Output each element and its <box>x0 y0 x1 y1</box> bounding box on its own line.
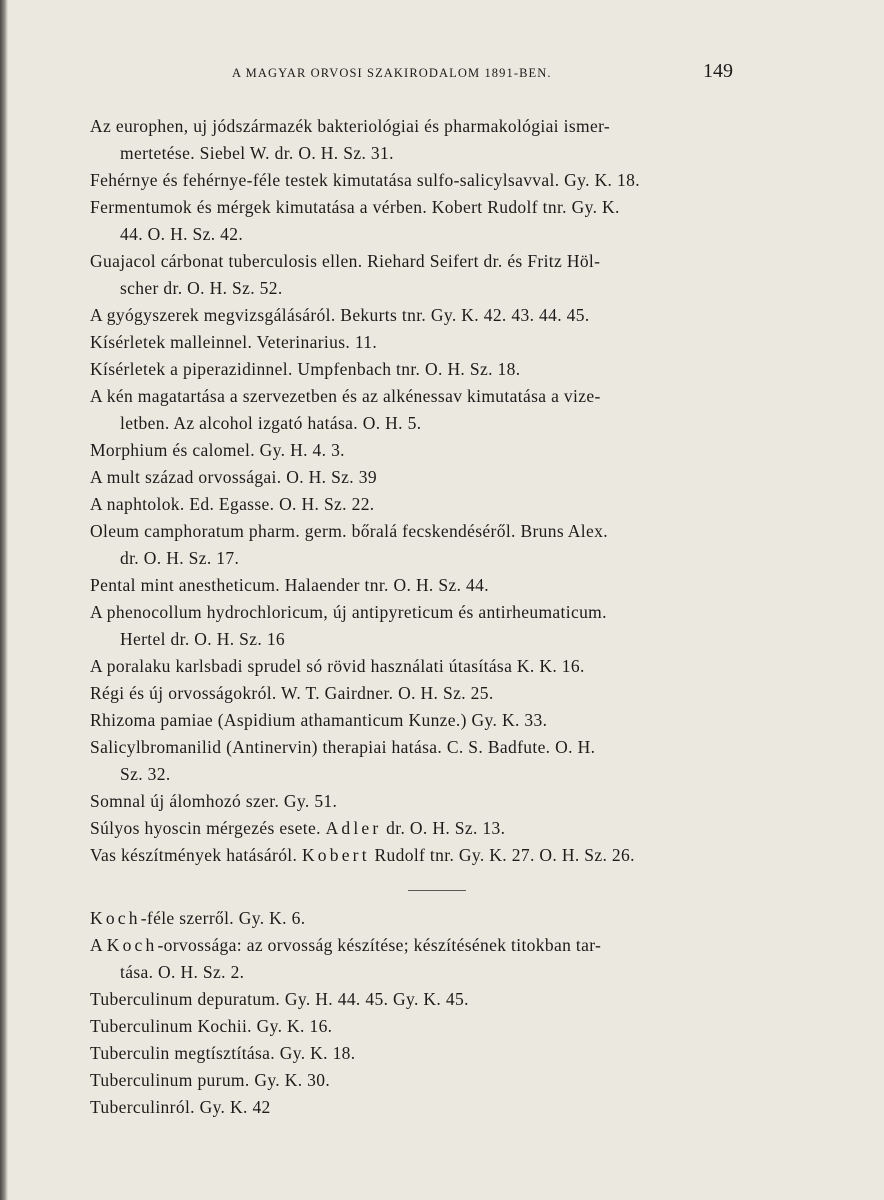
bibliography-line: A poralaku karlsbadi sprudel só rövid használati útasítása K. K. 16. <box>90 656 585 676</box>
bibliography-line <box>90 908 305 929</box>
bibliography-line: A gyógyszerek megvizsgálásáról. Bekurts tnr. Gy. K. 42. 43. 44. 45. <box>90 305 590 325</box>
bibliography-line: tása. O. H. Sz. 2. <box>120 962 245 982</box>
bibliography-line: Tuberculinum depuratum. Gy. H. 44. 45. Gy. K. 45. <box>90 989 469 1009</box>
bibliography-line <box>90 818 505 839</box>
bibliography-line: Tuberculinum purum. Gy. K. 30. <box>90 1070 331 1090</box>
bibliography-line: Tuberculin megtísztítása. Gy. K. 18. <box>90 1043 356 1063</box>
bibliography-line: Oleum camphoratum pharm. germ. bőralá fecskendéséről. Bruns Alex. <box>90 521 608 541</box>
entry-text: Rudolf tnr. Gy. K. 27. O. H. Sz. 26. <box>369 845 635 865</box>
section-divider <box>408 890 466 891</box>
bibliography-line: Salicylbromanilid (Antinervin) therapiai hatása. C. S. Badfute. O. H. <box>90 737 596 757</box>
bibliography-line: Rhizoma pamiae (Aspidium athamanticum Kunze.) Gy. K. 33. <box>90 710 548 730</box>
author-name: Kobert <box>301 845 370 865</box>
entry-text: -orvossága: az orvosság készítése; készítésének titokban tar- <box>157 935 602 955</box>
bibliography-line: A kén magatartása a szervezetben és az alkénessav kimutatása a vize- <box>90 386 601 406</box>
bibliography-line: Guajacol cárbonat tuberculosis ellen. Riehard Seifert dr. és Fritz Höl- <box>90 251 601 271</box>
entry-text: dr. O. H. Sz. 13. <box>381 818 506 838</box>
bibliography-line: Kísérletek a piperazidinnel. Umpfenbach tnr. O. H. Sz. 18. <box>90 359 521 379</box>
bibliography-line: Az europhen, uj jódszármazék bakteriológiai és pharmakológiai ismer- <box>90 116 611 136</box>
bibliography-line: Somnal új álomhozó szer. Gy. 51. <box>90 791 338 811</box>
bibliography-line <box>90 935 601 956</box>
bibliography-line: Pental mint anestheticum. Halaender tnr. O. H. Sz. 44. <box>90 575 489 595</box>
bibliography-line: letben. Az alcohol izgató hatása. O. H. 5. <box>120 413 422 433</box>
bibliography-line: Kísérletek malleinnel. Veterinarius. 11. <box>90 332 378 352</box>
bibliography-line: A mult század orvosságai. O. H. Sz. 39 <box>90 467 377 487</box>
running-title: A MAGYAR ORVOSI SZAKIRODALOM 1891-BEN. <box>232 66 552 80</box>
bibliography-line: A phenocollum hydrochloricum, új antipyreticum és antirheumaticum. <box>90 602 607 622</box>
bibliography-line: 44. O. H. Sz. 42. <box>120 224 244 244</box>
bibliography-line: Tuberculinról. Gy. K. 42 <box>90 1097 271 1117</box>
bibliography-line: A naphtolok. Ed. Egasse. O. H. Sz. 22. <box>90 494 375 514</box>
bibliography-line: mertetése. Siebel W. dr. O. H. Sz. 31. <box>120 143 394 163</box>
bibliography-line <box>90 845 635 866</box>
bibliography-line: Fehérnye és fehérnye-féle testek kimutatása sulfo-salicylsavval. Gy. K. 18. <box>90 170 640 190</box>
bibliography-line: Sz. 32. <box>120 764 171 784</box>
entry-text: Súlyos hyoscin mérgezés esete. <box>90 818 326 838</box>
entry-text: -féle szerről. Gy. K. 6. <box>140 908 306 928</box>
bibliography-line: Régi és új orvosságokról. W. T. Gairdner. O. H. Sz. 25. <box>90 683 494 703</box>
entry-text: A <box>90 935 107 955</box>
bibliography-line: Fermentumok és mérgek kimutatása a vérben. Kobert Rudolf tnr. Gy. K. <box>90 197 620 217</box>
bibliography-line: Hertel dr. O. H. Sz. 16 <box>120 629 286 649</box>
bibliography-line: Morphium és calomel. Gy. H. 4. 3. <box>90 440 345 460</box>
page-spine-shadow <box>0 0 8 1200</box>
author-name: Adler <box>325 818 382 838</box>
page-header <box>0 58 884 98</box>
bibliography-line: scher dr. O. H. Sz. 52. <box>120 278 283 298</box>
bibliography-line: dr. O. H. Sz. 17. <box>120 548 240 568</box>
author-name: Koch <box>90 908 141 928</box>
bibliography-line: Tuberculinum Kochii. Gy. K. 16. <box>90 1016 333 1036</box>
entry-text: Vas készítmények hatásáról. <box>90 845 302 865</box>
page-number: 149 <box>703 60 733 82</box>
author-name: Koch <box>106 935 158 955</box>
